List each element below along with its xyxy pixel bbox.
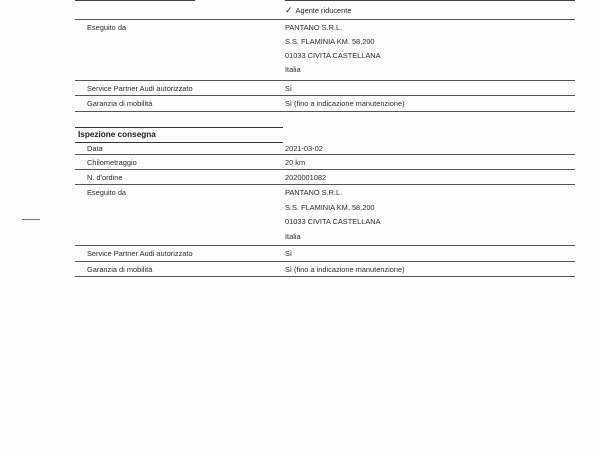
audi-partner-row xyxy=(75,81,575,96)
margin-mark xyxy=(22,219,40,220)
audi-partner-value: Sì xyxy=(285,84,292,93)
address-line-city: 01033 CIVITA CASTELLANA xyxy=(285,51,381,60)
reducing-agent-row xyxy=(75,3,575,20)
audi-partner-row-2 xyxy=(75,246,575,262)
audi-partner-label: Service Partner Audi autorizzato xyxy=(87,84,193,93)
executed-by-label-2: Eseguito da xyxy=(87,188,127,197)
date-value: 2021-03-02 xyxy=(285,144,323,153)
address-line-company-2: PANTANO S.R.L. xyxy=(285,188,343,197)
address-line-street: S.S. FLAMINIA KM. 58,200 xyxy=(285,37,375,46)
executed-by-row-2 xyxy=(75,185,575,246)
order-number-value: 2020001082 xyxy=(285,173,327,182)
delivery-inspection-rows xyxy=(75,143,575,277)
mobility-guarantee-row-2 xyxy=(75,262,575,277)
executed-by-value-2 xyxy=(285,188,381,246)
section-title: Ispezione consegna xyxy=(75,127,283,143)
date-label: Data xyxy=(87,144,103,153)
address-line-country: Italia xyxy=(285,65,301,74)
executed-by-value xyxy=(285,23,381,79)
executed-by-label: Eseguito da xyxy=(87,23,127,32)
date-row xyxy=(75,143,575,155)
mobility-guarantee-label-2: Garanzia di mobilità xyxy=(87,265,153,274)
top-rule-right xyxy=(285,0,575,1)
mobility-guarantee-label: Garanzia di mobilità xyxy=(87,99,153,108)
order-number-row xyxy=(75,170,575,185)
address-line-country-2: Italia xyxy=(285,231,301,241)
section-previous-service xyxy=(75,3,575,112)
top-rule-left xyxy=(75,0,195,1)
reducing-agent-text: Agente riducente xyxy=(295,6,352,15)
checkmark-icon: ✓ xyxy=(285,5,293,15)
mobility-guarantee-value: Sì (fino a indicazione manutenzione) xyxy=(285,99,405,108)
mileage-value: 20 km xyxy=(285,158,306,167)
mileage-row xyxy=(75,155,575,170)
mileage-label: Chilometraggio xyxy=(87,158,137,167)
section-delivery-inspection xyxy=(75,127,575,143)
executed-by-row xyxy=(75,20,575,81)
address-line-street-2: S.S. FLAMINIA KM. 58,200 xyxy=(285,202,375,212)
order-number-label: N. d'ordine xyxy=(87,173,123,182)
reducing-agent-value xyxy=(285,5,351,16)
audi-partner-value-2: Sì xyxy=(285,249,292,258)
audi-partner-label-2: Service Partner Audi autorizzato xyxy=(87,249,193,258)
address-line-company: PANTANO S.R.L. xyxy=(285,23,343,32)
mobility-guarantee-row xyxy=(75,96,575,112)
address-line-city-2: 01033 CIVITA CASTELLANA xyxy=(285,217,381,226)
mobility-guarantee-value-2: Sì (fino a indicazione manutenzione) xyxy=(285,265,405,274)
